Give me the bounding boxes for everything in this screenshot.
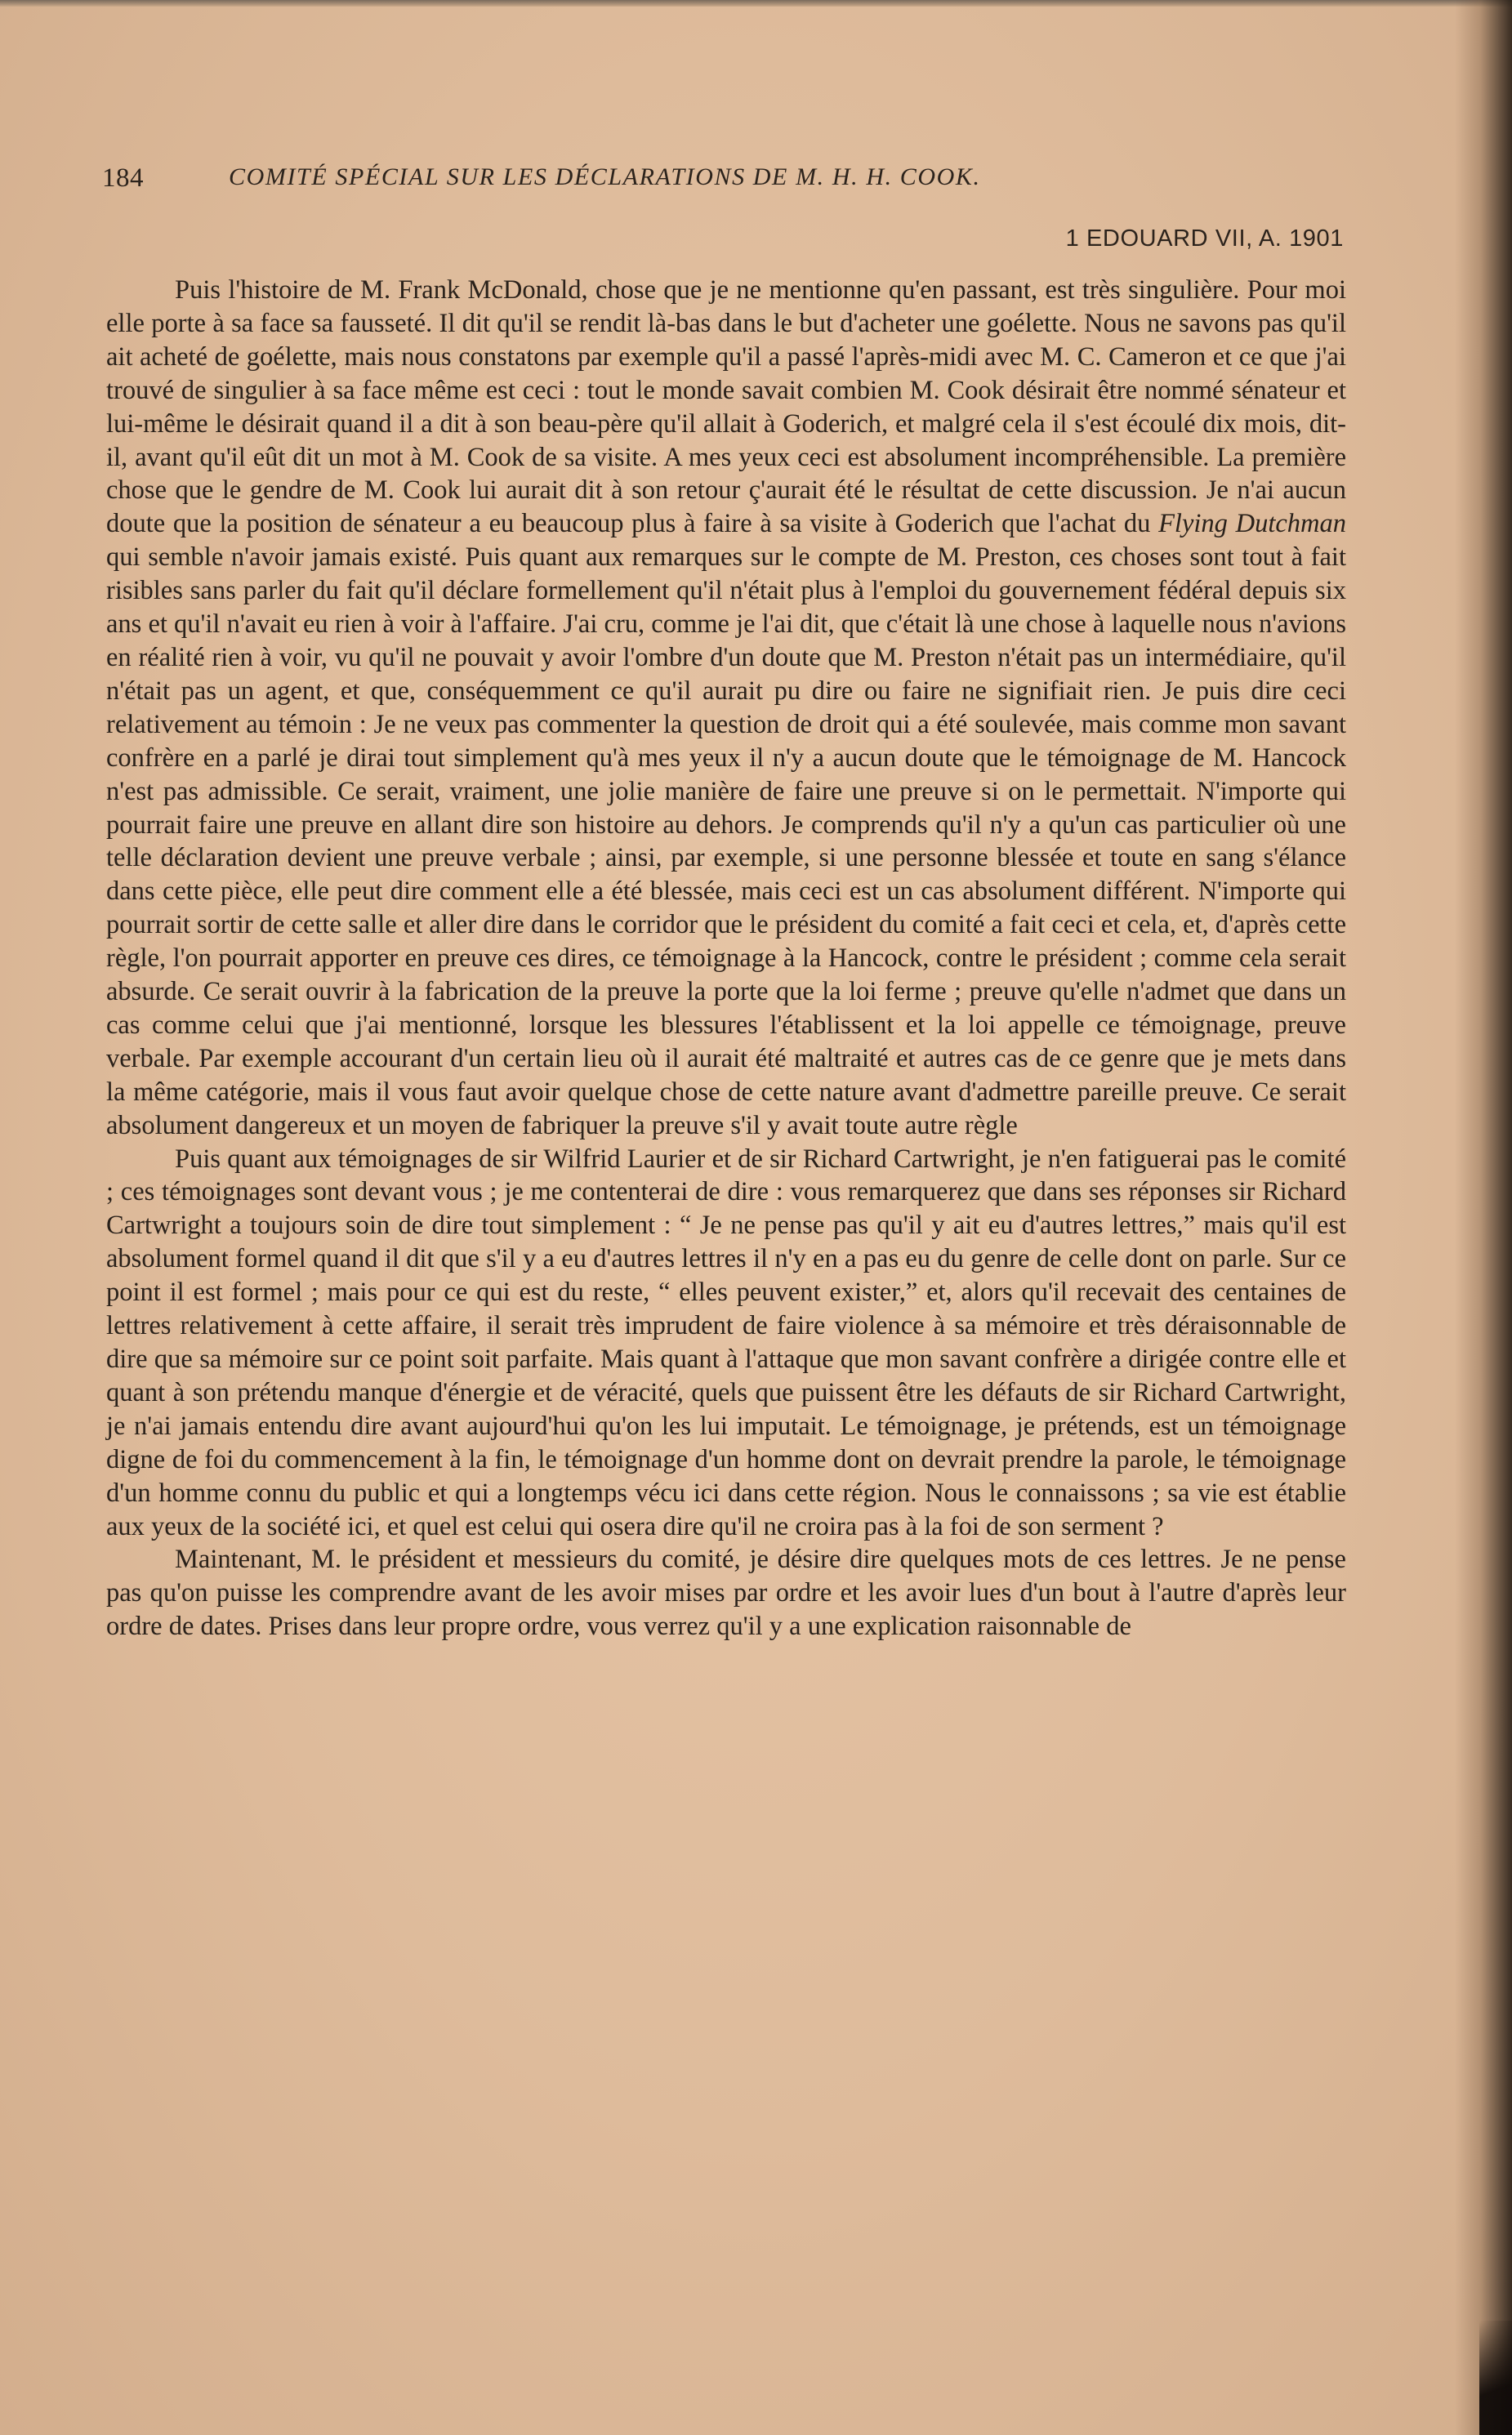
running-title: COMITÉ SPÉCIAL SUR LES DÉCLARATIONS DE M. H. H. COOK. — [229, 163, 981, 190]
paragraph-1-part-b: qui semble n'avoir jamais existé. Puis quant aux remarques sur le compte de M. Preston, ces choses sont tout à fait risibles sans parler du fait qu'il déclare formellement qu'il n'était plus à l'emploi du gouvernement fédéral depuis six ans et qu'il n'avait eu rien à voir à l'affaire. J'ai cru, comme je l'ai dit, que c'était là une chose à laquelle nous n'avions en réalité rien à voir, vu qu'il ne pouvait y avoir l'ombre d'un doute que M. Preston n'était pas un intermédiaire, qu'il n'était pas un agent, et que, conséquemment ce qu'il aurait pu dire ou faire ne signifiait rien. Je puis dire ceci relativement au témoin : Je ne veux pas commenter la question de droit qui a été soulevée, mais comme mon savant confrère en a parlé je dirai tout simplement qu'à mes yeux il n'y a aucun doute que le témoignage de M. Hancock n'est pas admissible. Ce serait, vraiment, une jolie manière de faire une preuve si on le permettait. N'importe qui pourrait faire une preuve en allant dire son histoire au dehors. Je comprends qu'il n'y a qu'un cas particulier où une telle déclaration devient une preuve verbale ; ainsi, par exemple, si une personne blessée et toute en sang s'élance dans cette pièce, elle peut dire comment elle a été blessée, mais ceci est un cas absolument différent. N'importe qui pourrait sortir de cette salle et aller dire dans le corridor que le président du comité a fait ceci et cela, et, d'après cette règle, l'on pourrait apporter en preuve ces dires, ce témoignage à la Hancock, contre le président ; comme cela serait absurde. Ce serait ouvrir à la fabrication de la preuve la porte que la loi ferme ; preuve qu'elle n'admet que dans un cas comme celui que j'ai mentionné, lorsque les blessures l'établissent et la loi appelle ce témoignage, preuve verbale. Par exemple accourant d'un certain lieu où il aurait été maltraité et autres cas de ce genre que je mets dans la même catégorie, mais il vous faut avoir quelque chose de cette nature avant d'admettre pareille preuve. Ce serait absolument dangereux et un moyen de fabriquer la preuve s'il y avait toute autre règle — [106, 542, 1346, 1140]
page-number: 184 — [102, 163, 144, 193]
page-header — [102, 163, 1213, 204]
paragraph-1-part-a: Puis l'histoire de M. Frank McDonald, chose que je ne mentionne qu'en passant, est très singulière. Pour moi elle porte à sa face sa fausseté. Il dit qu'il se rendit là-bas dans le but d'acheter une goélette. Nous ne savons pas qu'il ait acheté de goélette, mais nous constatons par exemple qu'il a passé l'après-midi avec M. C. Cameron et ce que j'ai trouvé de singulier à sa face même est ceci : tout le monde savait combien M. Cook désirait être nommé sénateur et lui-même le désirait quand il a dit à son beau-père qu'il allait à Goderich, et malgré cela il s'est écoulé dix mois, dit-il, avant qu'il eût dit un mot à M. Cook de sa visite. A mes yeux ceci est absolument incompréhensible. La première chose que le gendre de M. Cook lui aurait dit à son retour ç'aurait été le résultat de cette discussion. Je n'ai aucun doute que la position de sénateur a eu beaucoup plus à faire à sa visite à Goderich que l'achat du — [106, 275, 1346, 539]
paragraph-1 — [106, 274, 1346, 1143]
paragraph-2: Puis quant aux témoignages de sir Wilfrid Laurier et de sir Richard Cartwright, je n'en fatiguerai pas le comité ; ces témoignages sont devant vous ; je me contenterai de dire : vous remarquerez que dans ses réponses sir Richard Cartwright a toujours soin de dire tout simplement : “ Je ne pense pas qu'il y ait eu d'autres lettres,” mais qu'il est absolument formel quand il dit que s'il y a eu d'autres lettres il n'y en a pas eu du genre de celle dont on parle. Sur ce point il est formel ; mais pour ce qui est du reste, “ elles peuvent exister,” et, alors qu'il recevait des centaines de lettres relativement à cette affaire, il serait très imprudent de faire violence à sa mémoire et très déraisonnable de dire que sa mémoire sur ce point soit parfaite. Mais quant à l'attaque que mon savant confrère a dirigée contre elle et quant à son prétendu manque d'énergie et de véracité, quels que puissent être les défauts de sir Richard Cartwright, je n'ai jamais entendu dire avant aujourd'hui qu'on les lui imputait. Le témoignage, je prétends, est un témoignage digne de foi du commencement à la fin, le témoignage d'un homme dont on devrait prendre la parole, le témoignage d'un homme connu du public et qui a longtemps vécu ici dans cette région. Nous le connaissons ; sa vie est établie aux yeux de la société ici, et quel est celui qui osera dire qu'il ne croira pas à la foi de son serment ? — [106, 1144, 1346, 1541]
body-text — [106, 274, 1346, 1643]
binding-gutter-shadow — [1455, 0, 1512, 2435]
page-top-edge — [0, 0, 1512, 7]
page-corner-shadow — [1479, 2321, 1512, 2435]
edition-line: 1 EDOUARD VII, A. 1901 — [1065, 225, 1344, 252]
paragraph-3: Maintenant, M. le président et messieurs du comité, je désire dire quelques mots de ces lettres. Je ne pense pas qu'on puisse les comprendre avant de les avoir mises par ordre et les avoir lues d'un bout à l'autre d'après leur ordre de dates. Prises dans leur propre ordre, vous verrez qu'il y a une explication raisonnable de — [106, 1545, 1346, 1642]
ship-name-italic: Flying Dutchman — [1158, 509, 1346, 539]
